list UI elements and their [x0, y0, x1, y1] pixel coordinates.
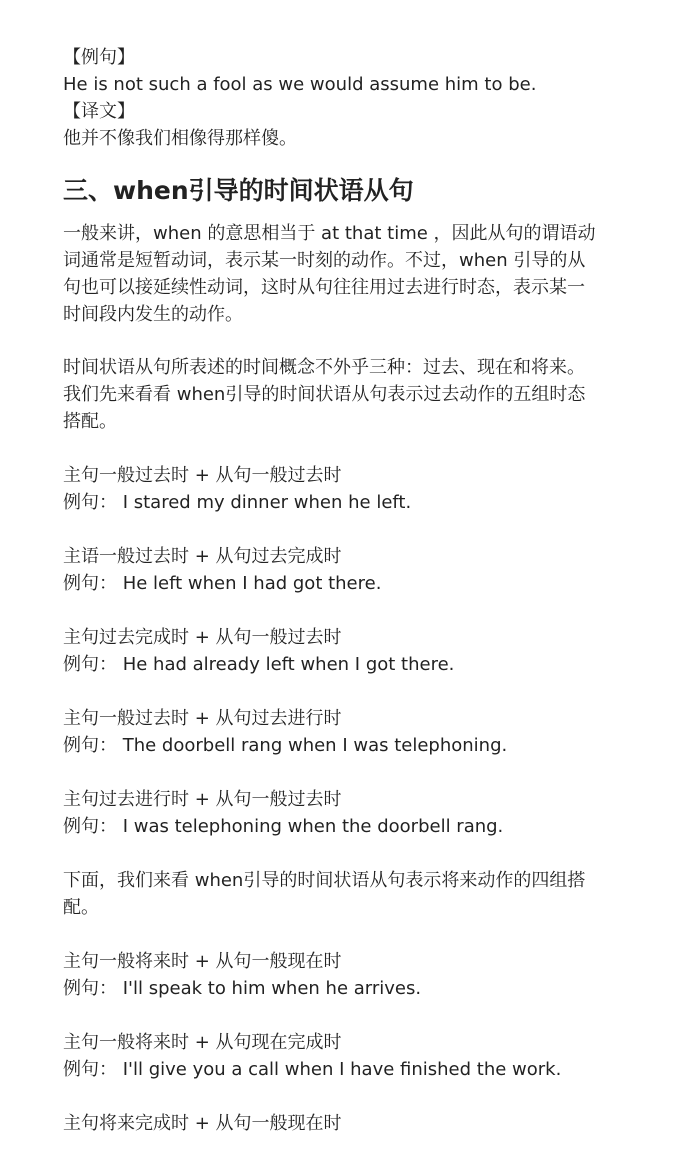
- tense-rule: 主语一般过去时 + 从句过去完成时: [63, 546, 342, 567]
- past-intro-line: 搭配。: [63, 411, 117, 432]
- past-pair: [63, 786, 503, 840]
- future-intro-line: 下面，我们来看 when引导的时间状语从句表示将来动作的四组搭: [63, 870, 586, 891]
- future-pair: [63, 1110, 342, 1137]
- past-pair: [63, 705, 507, 759]
- intro-line: 一般来讲，when 的意思相当于 at that time ，因此从句的谓语动: [63, 223, 596, 244]
- tense-rule: 主句将来完成时 + 从句一般现在时: [63, 1113, 342, 1134]
- tense-example: 例句： I stared my dinner when he left.: [63, 492, 412, 513]
- intro-line: 句也可以接延续性动词，这时从句往往用过去进行时态，表示某一: [63, 277, 585, 298]
- tense-example: 例句： He left when I had got there.: [63, 573, 382, 594]
- tense-rule: 主句一般过去时 + 从句一般过去时: [63, 465, 342, 486]
- past-intro-line: 时间状语从句所表述的时间概念不外乎三种：过去、现在和将来。: [63, 357, 585, 378]
- example-block: [63, 44, 536, 152]
- tense-rule: 主句一般将来时 + 从句一般现在时: [63, 951, 342, 972]
- past-pair: [63, 624, 454, 678]
- intro-paragraph: [63, 220, 596, 328]
- past-pair: [63, 543, 381, 597]
- future-intro-line: 配。: [63, 897, 99, 918]
- tense-rule: 主句一般过去时 + 从句过去进行时: [63, 708, 342, 729]
- tense-example: 例句： I'll speak to him when he arrives.: [63, 978, 422, 999]
- future-pair: [63, 1029, 561, 1083]
- translation-label: 【译文】: [63, 101, 135, 122]
- tense-example: 例句： He had already left when I got there.: [63, 654, 455, 675]
- tense-example: 例句： I was telephoning when the doorbell rang.: [63, 816, 504, 837]
- tense-rule: 主句过去进行时 + 从句一般过去时: [63, 789, 342, 810]
- intro-line: 词通常是短暂动词，表示某一时刻的动作。不过，when 引导的从: [63, 250, 586, 271]
- intro-line: 时间段内发生的动作。: [63, 304, 243, 325]
- tense-example: 例句： I'll give you a call when I have finished the work.: [63, 1059, 562, 1080]
- past-intro-paragraph: [63, 354, 585, 435]
- example-sentence: He is not such a fool as we would assume him to be.: [63, 74, 537, 95]
- tense-rule: 主句一般将来时 + 从句现在完成时: [63, 1032, 342, 1053]
- example-label: 【例句】: [63, 47, 135, 68]
- section-heading: 三、when引导的时间状语从句: [63, 176, 414, 205]
- cropped-top-text: [63, 0, 443, 4]
- past-pair: [63, 462, 411, 516]
- future-pair: [63, 948, 421, 1002]
- future-intro-paragraph: [63, 867, 585, 921]
- tense-rule: 主句过去完成时 + 从句一般过去时: [63, 627, 342, 648]
- translation-text: 他并不像我们相像得那样傻。: [63, 128, 297, 149]
- tense-example: 例句： The doorbell rang when I was telephoning.: [63, 735, 508, 756]
- past-intro-line: 我们先来看看 when引导的时间状语从句表示过去动作的五组时态: [63, 384, 586, 405]
